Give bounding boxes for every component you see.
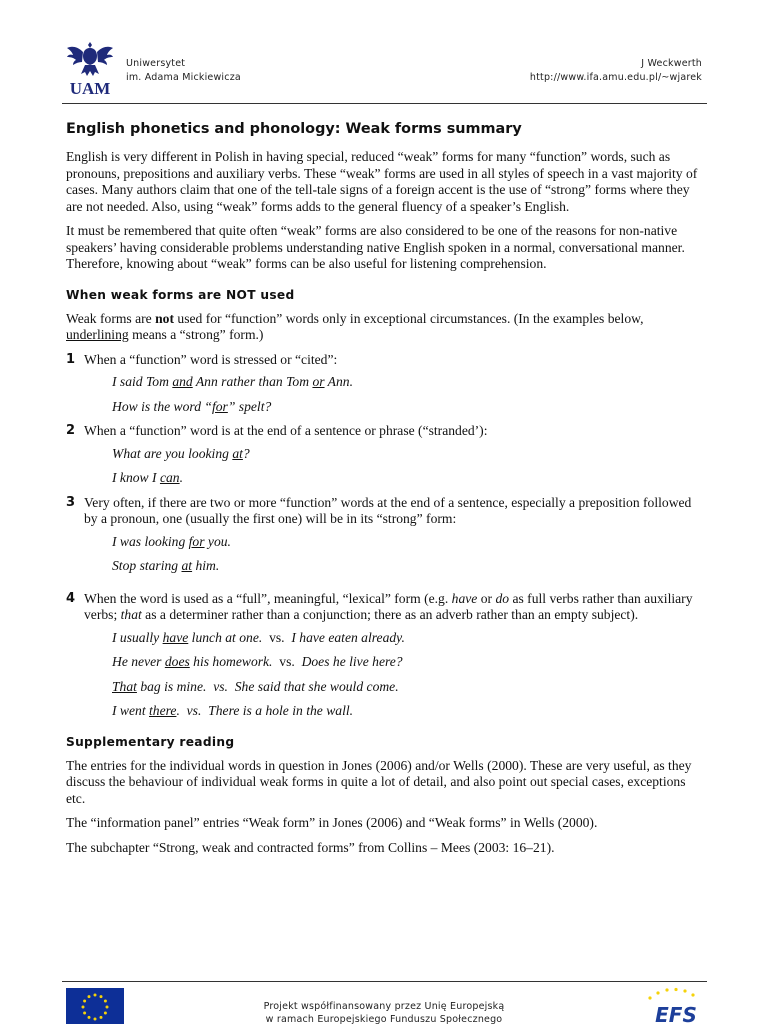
item-text: When a “function” word is at the end of a sentence or phrase (“stranded’): — [84, 423, 488, 438]
university-line2: im. Adama Mickiewicza — [126, 72, 241, 83]
supplementary-paragraph-3: The subchapter “Strong, weak and contracted forms” from Collins – Mees (2003: 16–21). — [66, 839, 555, 855]
item-number: 3 — [66, 494, 76, 510]
item-number: 2 — [66, 423, 76, 438]
example-sentence: I went there. vs. There is a hole in the wall. — [112, 703, 354, 718]
header-divider — [62, 103, 707, 104]
intro-paragraph-2: It must be remembered that quite often “weak” forms are also considered to be one of the reasons for non-native speakers’ having considerable problems understanding native English spoken in a normal, conversational manner. Therefore, knowing about “weak” forms can be also useful for listening comprehension. — [66, 223, 685, 271]
funding-notice — [200, 1000, 568, 1026]
example-sentence: I was looking for you. — [112, 533, 231, 549]
efs-logo — [640, 986, 706, 1024]
example-sentence: I usually have lunch at one. vs. I have eaten already. — [112, 629, 405, 645]
author-block — [530, 57, 702, 85]
supplementary-paragraph-1: The entries for the individual words in question in Jones (2006) and/or Wells (2000). These are very useful, as they discuss the behaviour of individual weak forms in quite a lot of detail, and also point out special cases, exceptions etc. — [66, 757, 692, 806]
example-sentence: Stop staring at him. — [112, 558, 220, 573]
section-heading-supplementary: Supplementary reading — [66, 734, 235, 749]
section1-intro: Weak forms are not used for “function” words only in exceptional circumstances. (In the examples below, underlining means a “strong” form.) — [66, 310, 644, 342]
spacer — [66, 583, 706, 591]
item-text: Very often, if there are two or more “function” words at the end of a sentence, especially a preposition followed by a pronoun, one (usually the first one) will be in its “strong” form: — [84, 494, 692, 526]
example-sentence: That bag is mine. vs. She said that she would come. — [112, 678, 399, 694]
document-body — [66, 118, 706, 864]
item-text: When the word is used as a “full”, meaningful, “lexical” form (e.g. have or do as full verbs rather than auxiliary verbs; that as a determiner rather than a conjunction; there as an adverb rather than an empty subject). — [84, 590, 693, 622]
example-sentence: He never does his homework. vs. Does he live here? — [112, 654, 403, 669]
eu-stars-icon — [66, 988, 124, 1024]
author-name: J Weckwerth — [641, 58, 702, 69]
author-url[interactable]: http://www.ifa.amu.edu.pl/~wjarek — [529, 72, 702, 83]
efs-logo-text: EFS — [655, 1003, 697, 1024]
section-heading-not-used: When weak forms are NOT used — [66, 287, 295, 302]
funding-line1: Projekt współfinansowany przez Unię Europejską — [263, 1001, 505, 1012]
supplementary-paragraph-2: The “information panel” entries “Weak form” in Jones (2006) and “Weak forms” in Wells (2000). — [66, 815, 598, 830]
uam-logo — [65, 40, 115, 98]
list-item-3 — [66, 495, 706, 528]
uam-logo-text: UAM — [69, 79, 111, 98]
university-line1: Uniwersytet — [126, 58, 186, 69]
example-sentence: I know I can. — [112, 470, 183, 485]
efs-stars-icon — [648, 988, 694, 1000]
university-name — [126, 57, 241, 85]
example-sentence: How is the word “for” spelt? — [112, 398, 272, 414]
item-text: When a “function” word is stressed or “cited”: — [84, 351, 338, 367]
document-title: English phonetics and phonology: Weak forms summary — [66, 121, 522, 137]
list-item-2 — [66, 423, 706, 440]
example-sentence: What are you looking at? — [112, 445, 250, 461]
list-item-1 — [66, 352, 706, 369]
item-number: 1 — [66, 351, 76, 367]
example-sentence: I said Tom and Ann rather than Tom or Ann. — [112, 374, 353, 389]
item-number: 4 — [66, 590, 76, 606]
eu-flag-logo — [66, 988, 124, 1024]
page-header — [62, 40, 706, 102]
list-item-4 — [66, 591, 706, 624]
footer-divider — [62, 981, 707, 982]
intro-paragraph-1: English is very different in Polish in having special, reduced “weak” forms for many “function” words, such as pronouns, prepositions and auxiliary verbs. These “weak” forms are used in all styles of speech in a vast majority of cases. Many authors claim that one of the tell-tale signs of a foreign accent is the use of “strong” forms where they are not needed. Also, using “weak” forms adds to the general fluency of a speaker’s English. — [66, 149, 698, 214]
funding-line2: w ramach Europejskiego Funduszu Społecznego — [265, 1014, 503, 1025]
